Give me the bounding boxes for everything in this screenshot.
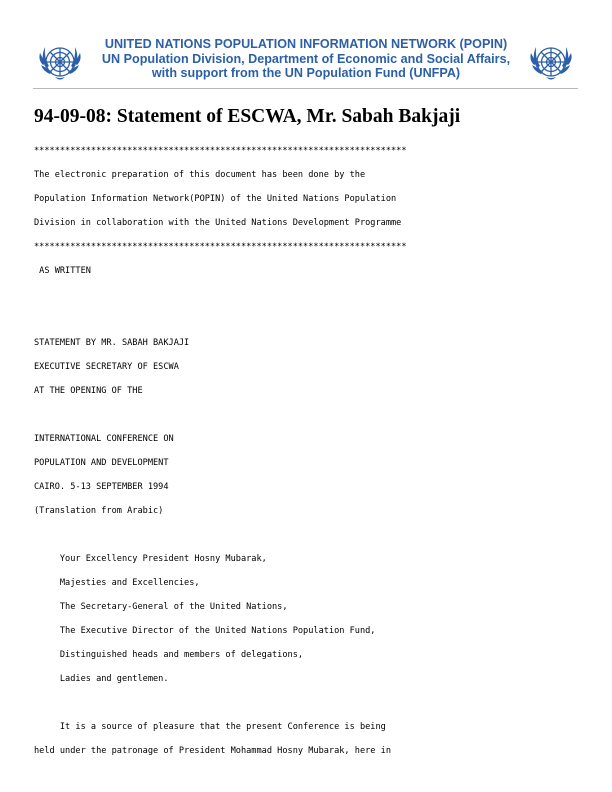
body-line: Distinguished heads and members of delegations, bbox=[34, 650, 304, 660]
header-title-block bbox=[90, 37, 522, 81]
body-line: Population Information Network(POPIN) of the United Nations Population bbox=[34, 194, 397, 204]
body-line: CAIRO. 5-13 SEPTEMBER 1994 bbox=[34, 482, 169, 492]
asterisk-rule-top: ************************************************************************ bbox=[34, 146, 407, 156]
header-line-3: with support from the UN Population Fund (UNFPA) bbox=[151, 66, 461, 81]
page-header bbox=[0, 34, 612, 90]
asterisk-rule-bottom: ************************************************************************ bbox=[34, 242, 407, 252]
body-line: INTERNATIONAL CONFERENCE ON bbox=[34, 434, 174, 444]
body-line: POPULATION AND DEVELOPMENT bbox=[34, 458, 169, 468]
body-line: AT THE OPENING OF THE bbox=[34, 386, 143, 396]
body-line: STATEMENT BY MR. SABAH BAKJAJI bbox=[34, 338, 190, 348]
header-line-2: UN Population Division, Department of Economic and Social Affairs, bbox=[101, 51, 511, 66]
body-line: Division in collaboration with the United Nations Development Programme bbox=[34, 218, 402, 228]
body-line: (Translation from Arabic) bbox=[34, 506, 164, 516]
body-line: AS WRITTEN bbox=[34, 266, 91, 276]
un-emblem-icon bbox=[527, 38, 575, 86]
page-title: 94-09-08: Statement of ESCWA, Mr. Sabah Bakjaji bbox=[34, 106, 461, 127]
body-line: Your Excellency President Hosny Mubarak, bbox=[34, 554, 267, 564]
body-line: The Executive Director of the United Nations Population Fund, bbox=[34, 626, 376, 636]
un-emblem-icon bbox=[36, 38, 84, 86]
header-line-1: UNITED NATIONS POPULATION INFORMATION NETWORK (POPIN) bbox=[104, 37, 508, 51]
body-line: held under the patronage of President Mohammad Hosny Mubarak, here in bbox=[34, 746, 391, 756]
body-line: Majesties and Excellencies, bbox=[34, 578, 200, 588]
body-line: Ladies and gentlemen. bbox=[34, 674, 169, 684]
header-divider bbox=[33, 88, 578, 89]
body-line: EXECUTIVE SECRETARY OF ESCWA bbox=[34, 362, 179, 372]
body-line: It is a source of pleasure that the present Conference is being bbox=[34, 722, 386, 732]
body-line: The Secretary-General of the United Nations, bbox=[34, 602, 288, 612]
body-line: The electronic preparation of this document has been done by the bbox=[34, 170, 366, 180]
